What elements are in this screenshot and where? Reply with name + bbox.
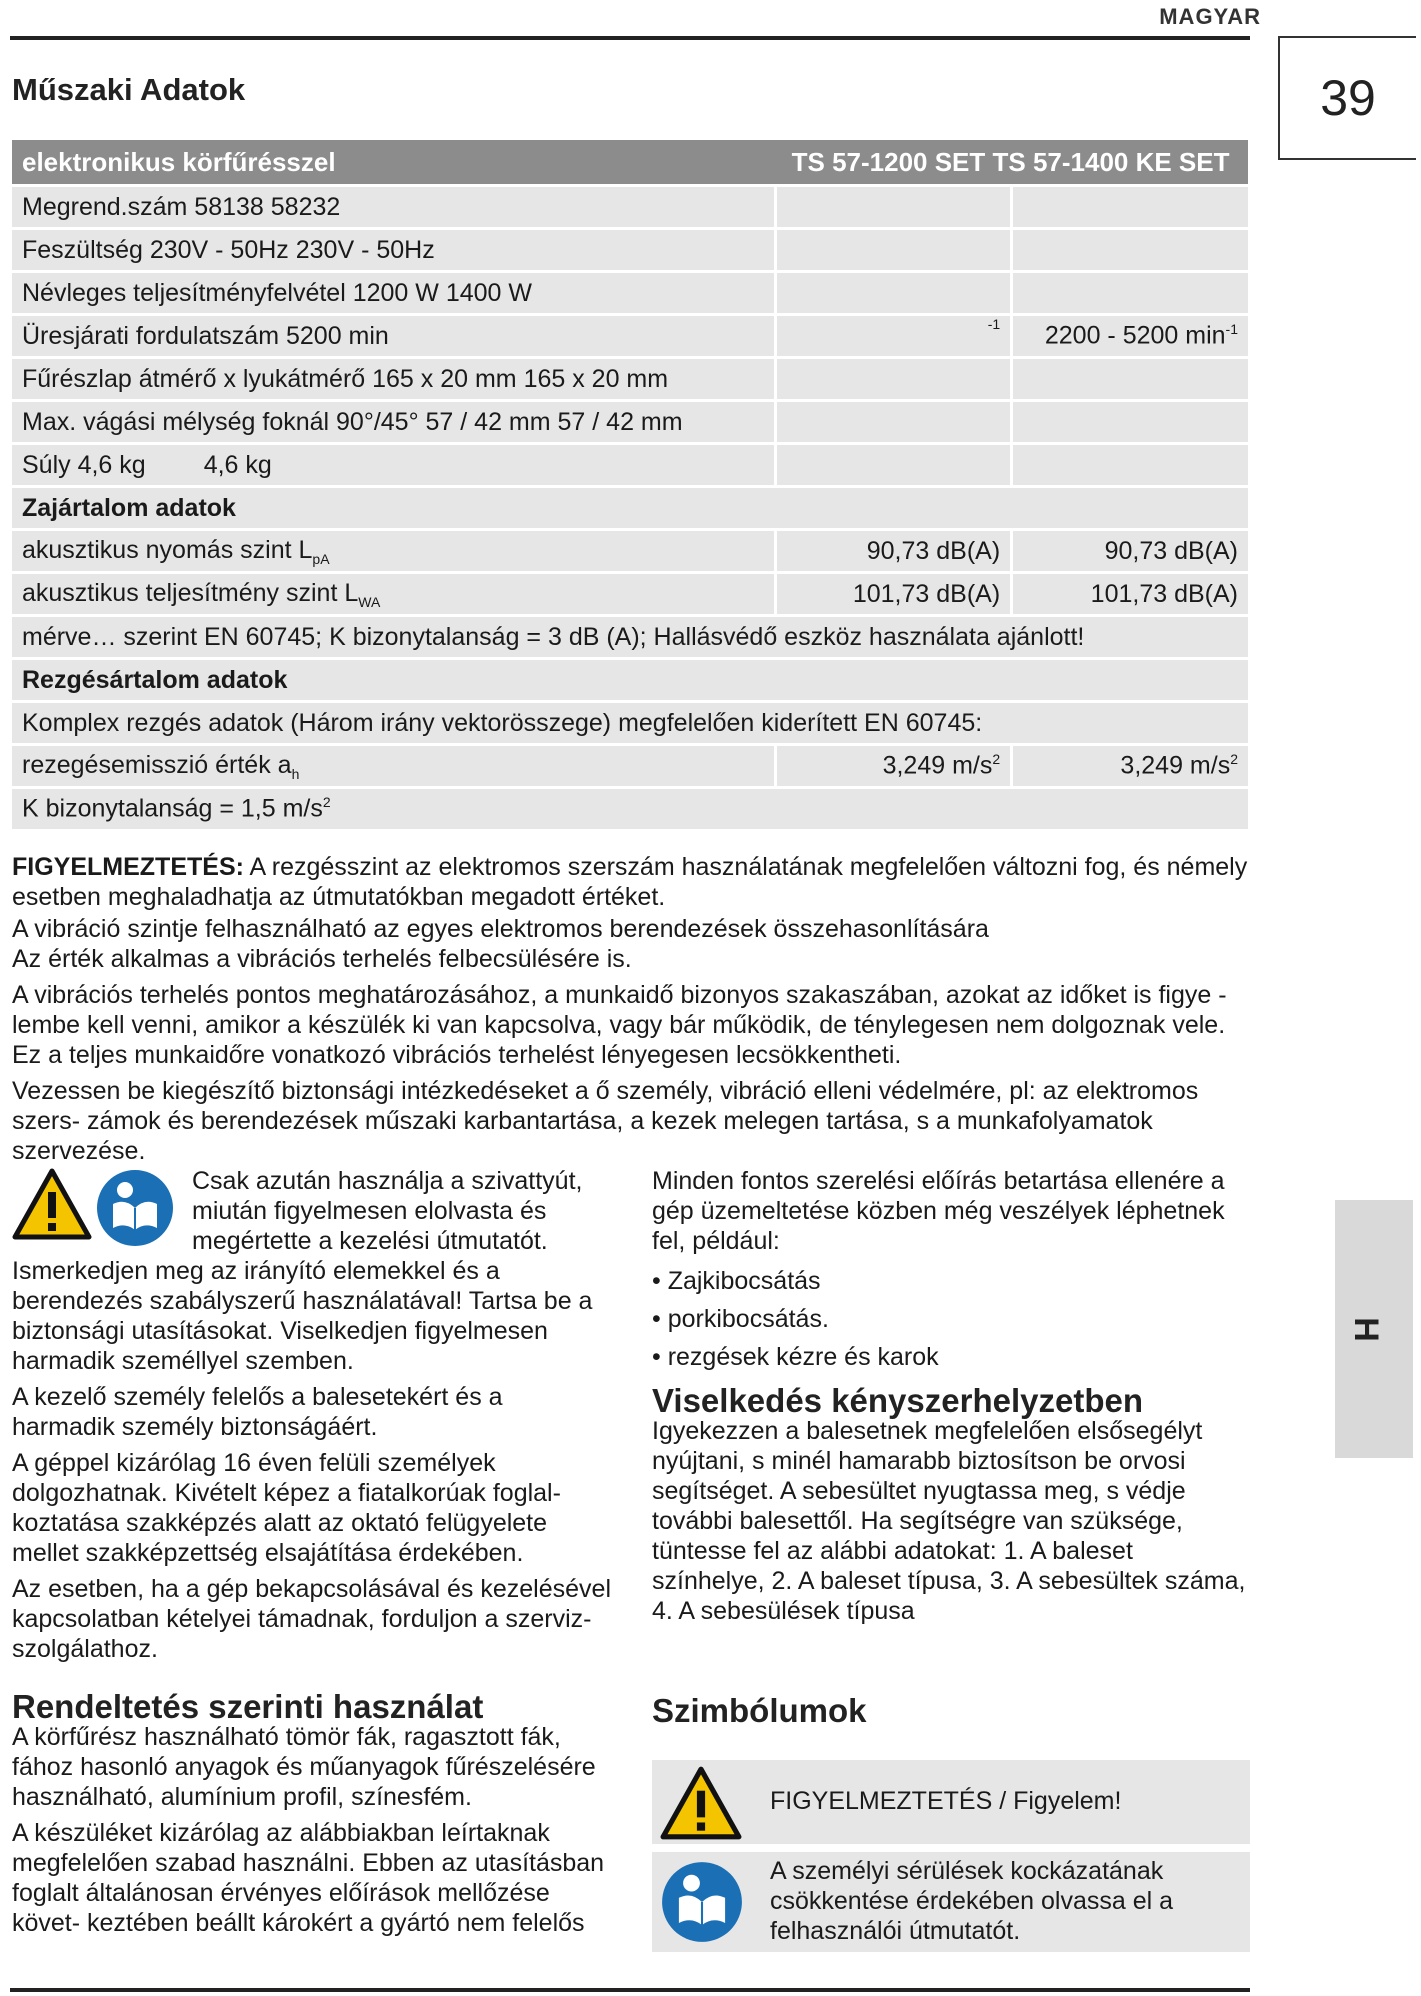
list-item: • rezgések kézre és karok: [652, 1343, 939, 1371]
symbols-heading: Szimbólumok: [652, 1692, 867, 1729]
use-section: [12, 1688, 612, 1944]
left-column: [12, 1256, 612, 1670]
spec-power: Névleges teljesítményfelvétel 1200 W 1400 W: [12, 273, 774, 313]
table-row: [12, 316, 1248, 356]
warning-triangle-icon: [660, 1766, 742, 1845]
left-p4: Az esetben, ha a gép bekapcsolásával és kezelésével kapcsolatban kételyei támadnak, forduljon a szerviz- szolgálathoz.: [12, 1575, 611, 1663]
emergency-heading: Viselkedés kényszerhelyzetben: [652, 1382, 1144, 1419]
spec-complex: Komplex rezgés adatok (Három irány vektorösszege) megfelelően kiderített EN 60745:: [12, 703, 1248, 743]
spec-power-level: akusztikus teljesítmény szint $L_{WA}$: [12, 574, 774, 614]
spec-header-label: elektronikus körfűrésszel: [12, 140, 774, 184]
warning-p1: A rezgésszint az elektromos szerszám használatának megfelelően változni fog, és némely esetben meghaladhatja az útmutatókban megadott értéket.: [12, 853, 1248, 911]
emergency-text: Igyekezzen a balesetnek megfelelően elsősegélyt nyújtani, s minél hamarabb biztosítson be orvosi segítséget. A sebesültet nyugtassa meg, s védje további balesettől. Ha segítségre van szüksége, tüntesse fel az alábbi adatokat: 1. A baleset színhelye, 2. A baleset típusa, 3. A sebesültek száma, 4. A sebesülések típusa: [652, 1417, 1246, 1625]
table-row: [12, 445, 1248, 485]
read-manual-icon: [95, 1168, 175, 1253]
warning-label: FIGYELMEZTETÉS:: [12, 853, 244, 881]
warning-p2: A vibráció szintje felhasználható az egyes elektromos berendezések összehasonlítására: [12, 915, 989, 943]
bottom-rule: [10, 1988, 1250, 1992]
warning-p5: Vezessen be kiegészítő biztonsági intézkedéseket a ő személy, vibráció elleni védelmére, pl: az elektromos szers- zámok és berendezések műszaki karbantartása, a kezek melegen tartása, s a munkafolyamatok szervezése.: [12, 1077, 1199, 1165]
use-heading: Rendeltetés szerinti használat: [12, 1688, 484, 1725]
spec-blade: Fűrészlap átmérő x lyukátmérő 165 x 20 mm 165 x 20 mm: [12, 359, 774, 399]
spec-emission: rezegésemisszió érték $a_h$: [12, 746, 774, 786]
right-intro: Minden fontos szerelési előírás betartása ellenére a gép üzemeltetése közben még veszélyek léphetnek fel, például:: [652, 1167, 1225, 1255]
spec-voltage: Feszültség 230V - 50Hz 230V - 50Hz: [12, 230, 774, 270]
spec-header-models: TS 57-1200 SET TS 57-1400 KE SET: [774, 140, 1248, 184]
warning-p3: Az érték alkalmas a vibrációs terhelés felbecsülésére is.: [12, 945, 632, 973]
table-row: [12, 402, 1248, 442]
spec-pressure-a: 90,73 dB(A): [774, 531, 1011, 571]
table-row: [12, 574, 1248, 614]
warning-triangle-icon: [12, 1168, 92, 1245]
table-row: [12, 660, 1248, 700]
symbol-manual-text: A személyi sérülések kockázatának csökkentése érdekében olvassa el a felhasználói útmutatót.: [770, 1857, 1174, 1945]
spec-power-level-b: 101,73 dB(A): [1010, 574, 1248, 614]
use-p1: A körfűrész használható tömör fák, ragasztott fák, fához hasonló anyagok és műanyagok fűrészelésére használható, alumínium profil, színesfém.: [12, 1723, 596, 1811]
table-row: [12, 230, 1248, 270]
spec-pressure-b: 90,73 dB(A): [1010, 531, 1248, 571]
spec-emission-b: 3,249 $m/s^2$: [1010, 746, 1248, 786]
symbol-row-manual: [652, 1852, 1250, 1952]
left-p2: A kezelő személy felelős a balesetekért és a harmadik személy biztonságáért.: [12, 1383, 503, 1441]
spec-table: [12, 137, 1248, 832]
left-p1: Ismerkedjen meg az irányító elemekkel és a berendezés szabályszerű használatával! Tartsa be a biztonsági utasításokat. Viselkedjen figyelmesen harmadik személlyel szemben.: [12, 1257, 593, 1375]
language-side-tab: [1335, 1200, 1413, 1458]
spec-weight: Súly 4,6 kg 4,6 kg: [12, 445, 774, 485]
language-label: MAGYAR: [1159, 4, 1261, 29]
table-row: [12, 789, 1248, 829]
spec-k: K bizonytalanság = 1,5 $m/s^2$: [12, 789, 1248, 829]
left-intro: Csak azután használja a szivattyút, miután figyelmesen elolvasta és megértette a kezelési útmutatót.: [192, 1167, 583, 1255]
noise-title: Zajártalom adatok: [12, 488, 1248, 528]
warning-p4: A vibrációs terhelés pontos meghatározásához, a munkaidő bizonyos szakaszában, azokat az időket is figye - lembe kell venni, amikor a készülék ki van kapcsolva, vagy bár működik, de ténylegesen nem dolgoznak vele. Ez a teljes munkaidőre vonatkozó vibrációs terhelést lényegesen lecsökkentheti.: [12, 981, 1227, 1069]
page-title: Műszaki Adatok: [12, 72, 246, 107]
table-row: [12, 531, 1248, 571]
warning-block: [12, 852, 1257, 1166]
table-row: [12, 187, 1248, 227]
vibration-title: Rezgésártalom adatok: [12, 660, 1248, 700]
spec-header-row: [12, 140, 1248, 184]
read-manual-icon: [660, 1860, 744, 1949]
page-number: 39: [1278, 36, 1416, 160]
spec-power-level-a: 101,73 dB(A): [774, 574, 1011, 614]
table-row: [12, 273, 1248, 313]
right-column: [652, 1166, 1252, 1632]
list-item: • porkibocsátás.: [652, 1305, 829, 1333]
spec-order: Megrend.szám 58138 58232: [12, 187, 774, 227]
table-row: [12, 488, 1248, 528]
list-item: • Zajkibocsátás: [652, 1267, 821, 1295]
spec-depth: Max. vágási mélység foknál 90°/45° 57 / 42 mm 57 / 42 mm: [12, 402, 774, 442]
spec-speed-sup: -1: [774, 316, 1011, 356]
spec-speed-range: 2200 - 5200 $\min^{-1}$: [1010, 316, 1248, 356]
table-row: [12, 703, 1248, 743]
table-row: [12, 746, 1248, 786]
table-row: [12, 617, 1248, 657]
spec-emission-a: 3,249 $m/s^2$: [774, 746, 1011, 786]
spec-measured: mérve… szerint EN 60745; K bizonytalanság = 3 dB (A); Hallásvédő eszköz használata ajánlott!: [12, 617, 1248, 657]
top-rule: [10, 36, 1250, 40]
spec-speed: Üresjárati fordulatszám 5200 min: [12, 316, 774, 356]
use-p2: A készüléket kizárólag az alábbiakban leírtaknak megfelelően szabad használni. Ebben az utasításban foglalt általánosan érvényes előírások mellőzése követ- keztében beállt károkért a gyártó nem felelős: [12, 1819, 605, 1937]
left-p3: A géppel kizárólag 16 éven felüli személyek dolgozhatnak. Kivételt képez a fiatalkorúak foglal- koztatása szakképzés alatt az oktató felügyelete mellet szakképzettség elsajátítása érdekében.: [12, 1449, 561, 1567]
spec-pressure: akusztikus nyomás szint $L_{pA}$: [12, 531, 774, 571]
table-row: [12, 359, 1248, 399]
side-tab-letter: H: [1346, 1317, 1385, 1342]
symbol-warning-text: FIGYELMEZTETÉS / Figyelem!: [770, 1787, 1122, 1815]
symbol-row-warning: [652, 1760, 1250, 1844]
